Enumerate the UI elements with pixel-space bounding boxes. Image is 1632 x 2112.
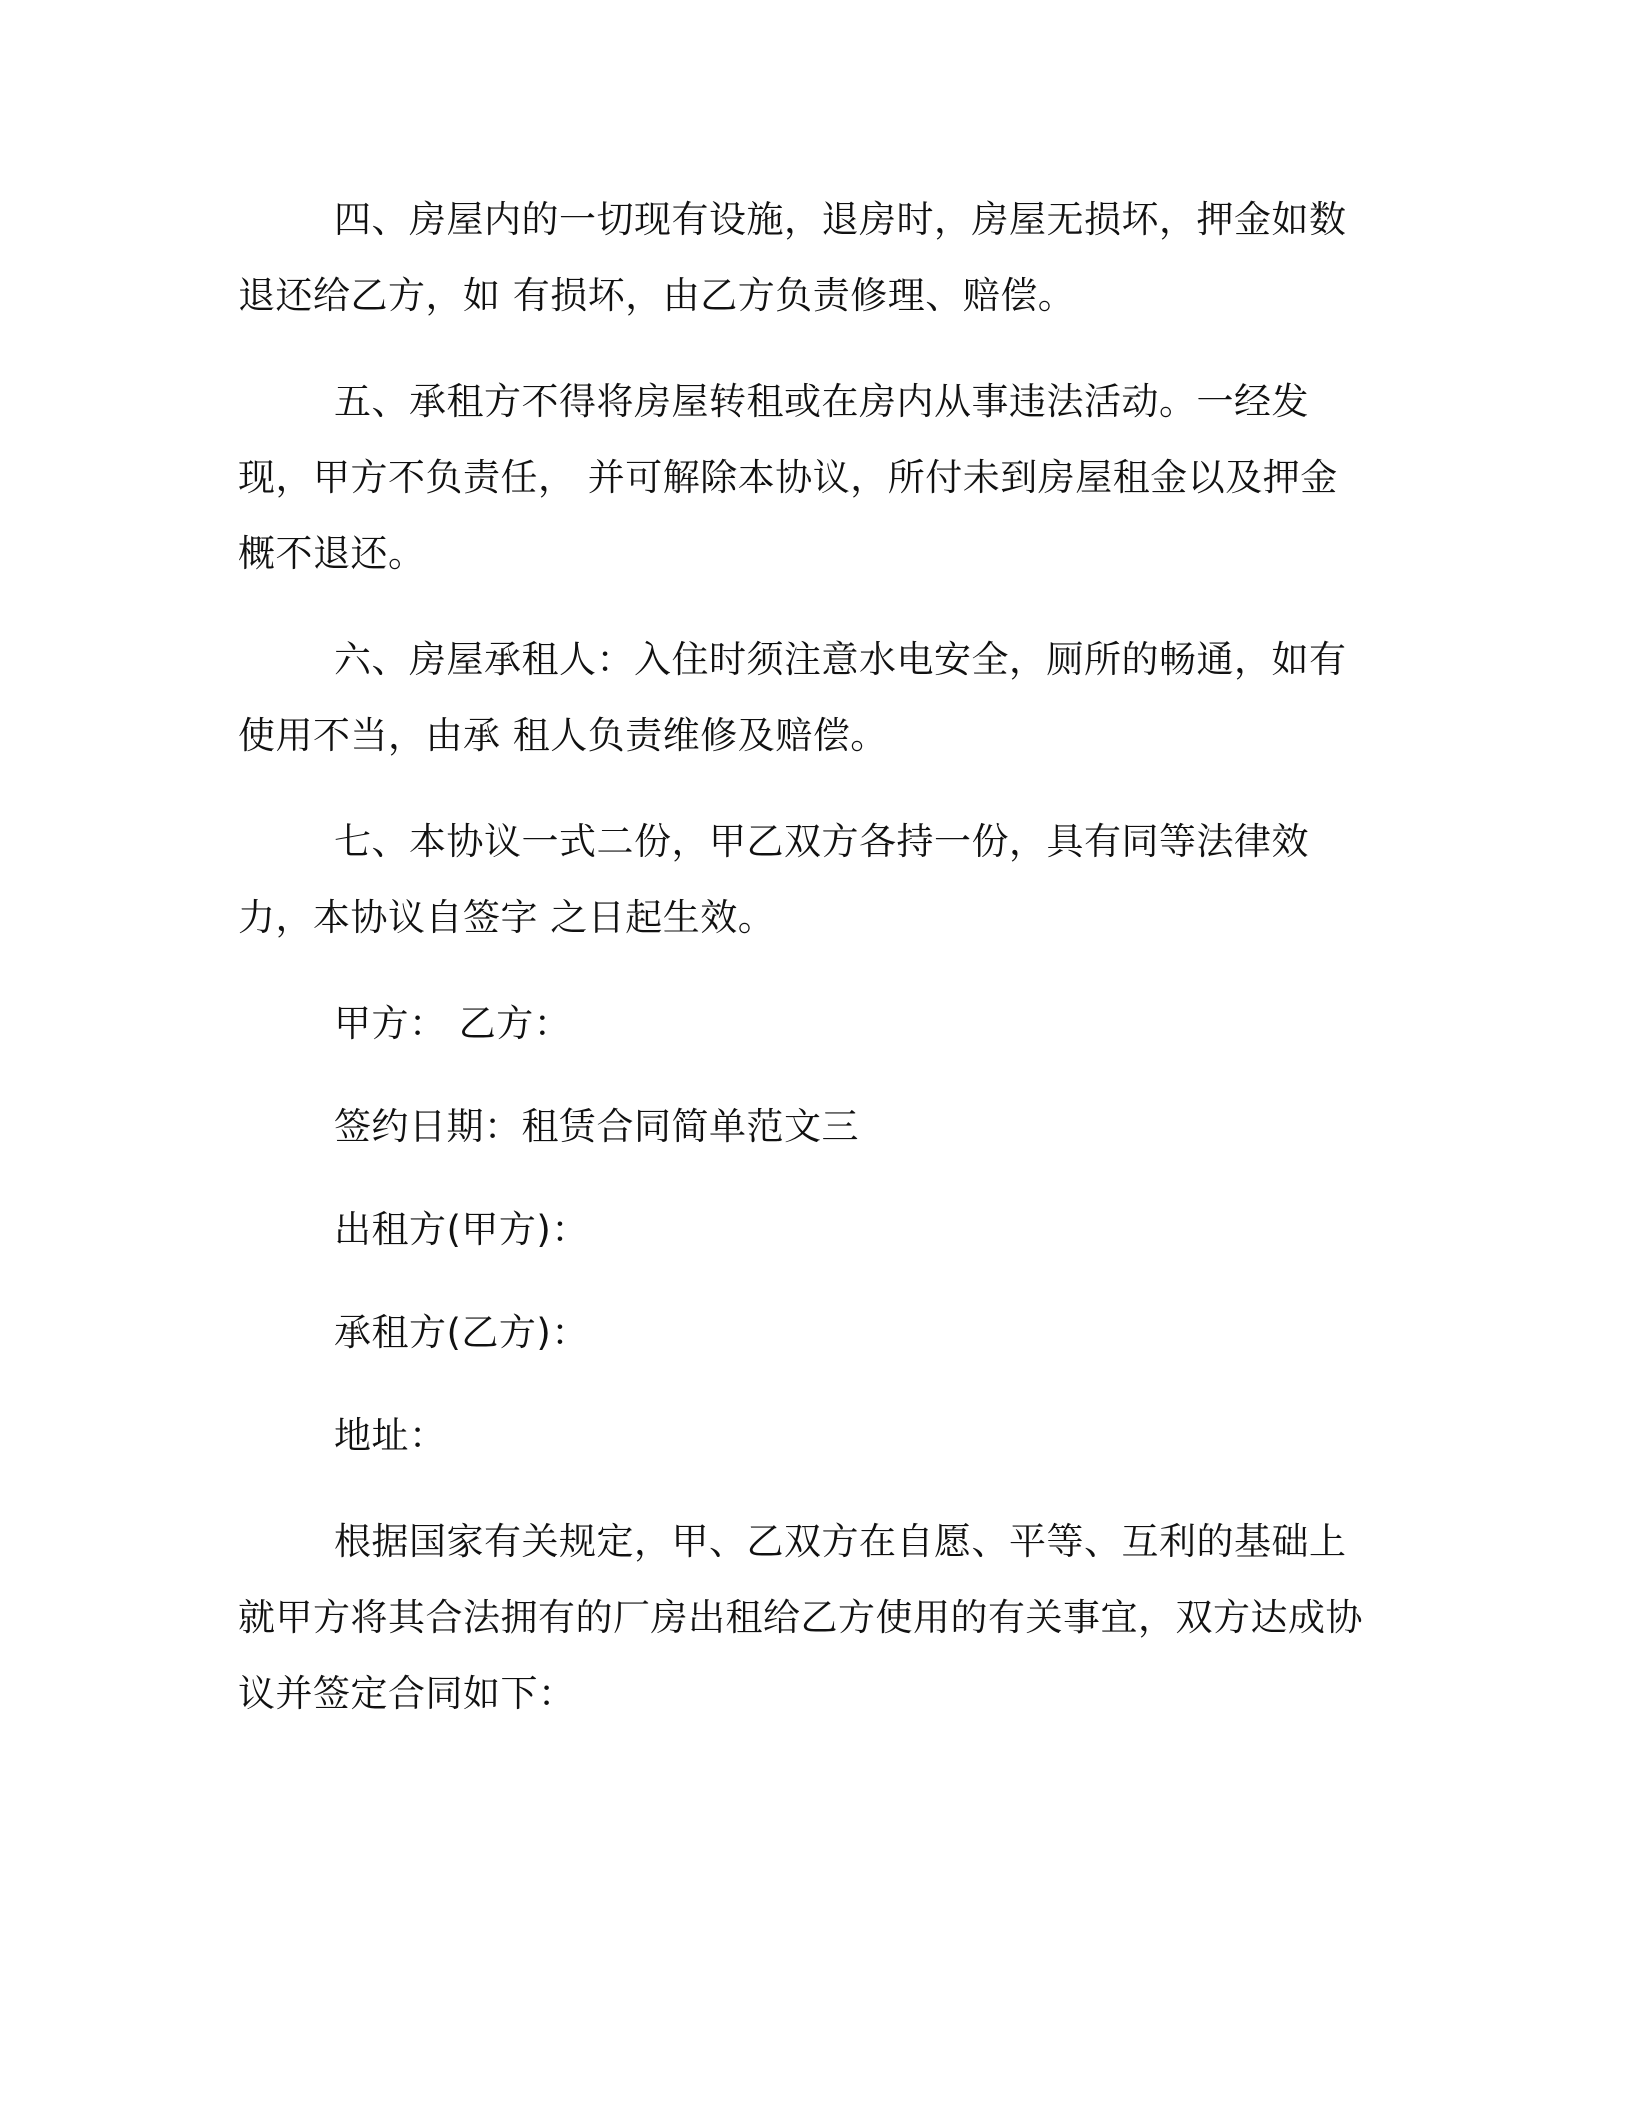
lessor-line: 出租方(甲方)： [334, 1208, 589, 1251]
contract-intro: 根据国家有关规定，甲、乙双方在自愿、平等、互利的基础上就甲方将其合法拥有的厂房出租给乙方使用的有关事宜，双方达成协议并签定合同如下： [238, 1520, 1363, 1715]
clause-4: 四、房屋内的一切现有设施，退房时，房屋无损坏，押金如数退还给乙方，如 有损坏，由乙方负责修理、赔偿。 [238, 198, 1347, 317]
clause-5: 五、承租方不得将房屋转租或在房内从事违法活动。一经发现，甲方不负责任， 并可解除本协议，所付未到房屋租金以及押金概不退还。 [238, 380, 1338, 575]
signature-line: 甲方： 乙方： [334, 1002, 572, 1045]
clause-6: 六、房屋承租人：入住时须注意水电安全，厕所的畅通，如有使用不当，由承 租人负责维修及赔偿。 [238, 638, 1347, 757]
clause-7: 七、本协议一式二份，甲乙双方各持一份，具有同等法律效力，本协议自签字 之日起生效。 [238, 820, 1309, 939]
address-line: 地址： [334, 1414, 447, 1457]
document-content [238, 182, 1374, 1732]
signing-date: 签约日期：租赁合同简单范文三 [334, 1105, 859, 1148]
contract-lines [238, 986, 1374, 1474]
lessee-line: 承租方(乙方)： [334, 1311, 589, 1354]
